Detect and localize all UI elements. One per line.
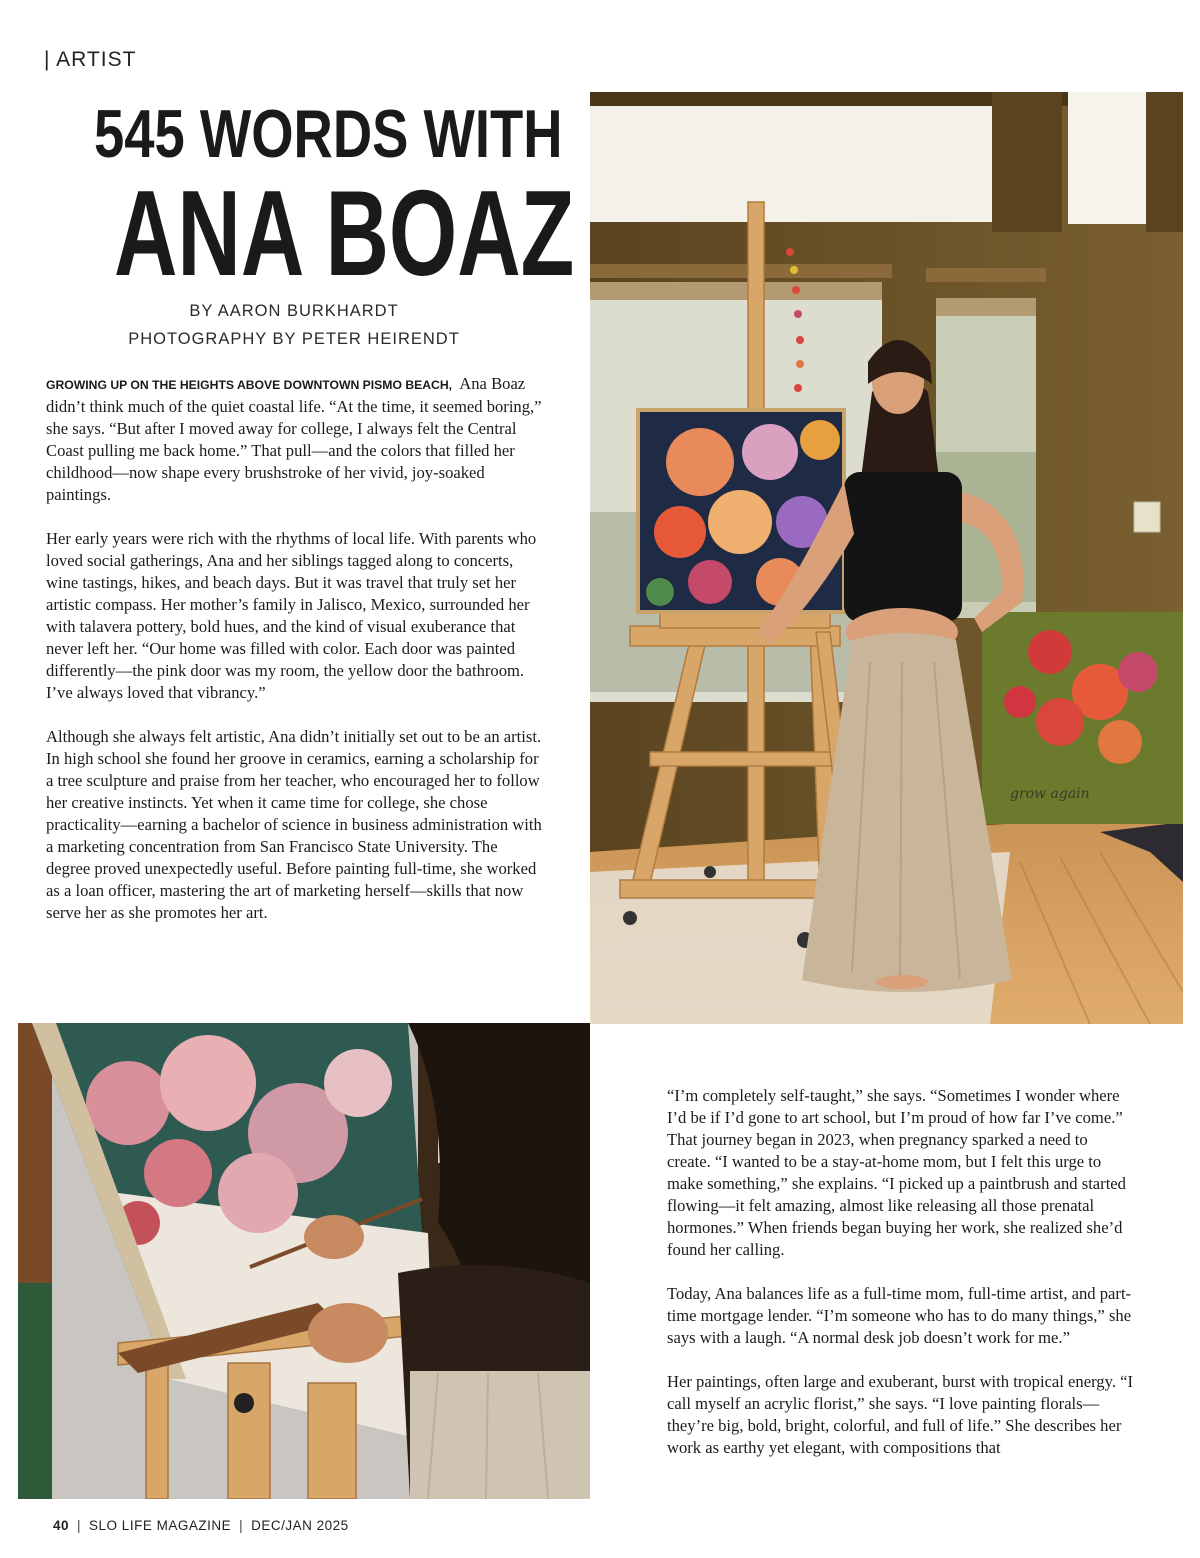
article-paragraph-6: Her paintings, often large and exuberant, burst with tropical energy. “I call myself an acrylic florist,” she says. “I love painting florals—they’re big, bold, bright, colorful, and full of life.” She describes her work as earthy yet elegant, with compositions that xyxy=(667,1372,1134,1457)
article-paragraph-1-text: Ana Boaz didn’t think much of the quiet coastal life. “At the time, it seemed boring,” she says. “But after I moved away for college, I always felt the Central Coast pulling me back home.” That pull—and the colors that filled her childhood—now shape every brushstroke of her vivid, joy-soaked paintings. xyxy=(46,374,542,504)
magazine-name: SLO LIFE MAGAZINE xyxy=(89,1518,232,1533)
page-number: 40 xyxy=(53,1518,70,1533)
article-paragraph-2: Her early years were rich with the rhythms of local life. With parents who loved social gatherings, Ana and her siblings tagged along to concerts, wine tastings, hikes, and beach days. But it was travel that truly set her artistic compass. Her mother’s family in Jalisco, Mexico, surrounded her with talavera pottery, bold hues, and the kind of visual exuberance that never left her. “Our home was filled with color. Each door was painted differently—the pink door was my room, the yellow door the bathroom. I’ve always loved that vibrancy.” xyxy=(46,529,537,702)
article-column-left xyxy=(46,373,542,946)
canvas-handwriting: grow again xyxy=(1010,786,1090,802)
headline-line-2: ANA BOAZ xyxy=(114,165,575,301)
article-lead-in: GROWING UP ON THE HEIGHTS ABOVE DOWNTOWN PISMO BEACH, xyxy=(46,378,453,392)
section-label: | ARTIST xyxy=(44,48,137,71)
article-paragraph-1 xyxy=(46,373,542,506)
author-credit: BY AARON BURKHARDT xyxy=(189,302,399,320)
article-paragraph-3: Although she always felt artistic, Ana didn’t initially set out to be an artist. In high school she found her groove in ceramics, earning a scholarship for a tree sculpture and praise from her teacher, who encouraged her to follow her creative instincts. Yet when it came time for college, she chose practicality—earning a bachelor of science in business administration with a marketing concentration from San Francisco State University. The degree proved unexpectedly useful. Before painting full-time, she worked as a loan officer, mastering the art of marketing herself—skills that now serve her as she promotes her art. xyxy=(46,727,542,922)
footer-divider: | xyxy=(77,1518,82,1533)
article-paragraph-4: “I’m completely self-taught,” she says. “Sometimes I wonder where I’d be if I’d gone to art school, but I’m proud of how far I’ve come.” That journey began in 2023, when pregnancy sparked a need to create. “I wanted to be a stay-at-home mom, but I felt this urge to make something,” she explains. “I picked up a paintbrush and started flowing—it felt amazing, almost like releasing all those prenatal hormones.” When friends began buying her work, she realized she’d found her calling. xyxy=(667,1086,1126,1259)
painting-closeup-photo xyxy=(18,1023,590,1499)
footer-divider: | xyxy=(239,1518,244,1533)
article-paragraph-5: Today, Ana balances life as a full-time mom, full-time artist, and part-time mortgage lender. “I’m someone who has to do many things,” she says with a laugh. “A normal desk job doesn’t work for me.” xyxy=(667,1284,1132,1347)
issue-date: DEC/JAN 2025 xyxy=(251,1518,349,1533)
headline-line-1: 545 WORDS WITH xyxy=(94,96,563,172)
article-column-right xyxy=(667,1085,1133,1481)
artist-portrait-photo xyxy=(590,92,1183,1024)
photographer-credit: PHOTOGRAPHY BY PETER HEIRENDT xyxy=(128,330,460,348)
page-footer xyxy=(53,1518,349,1533)
